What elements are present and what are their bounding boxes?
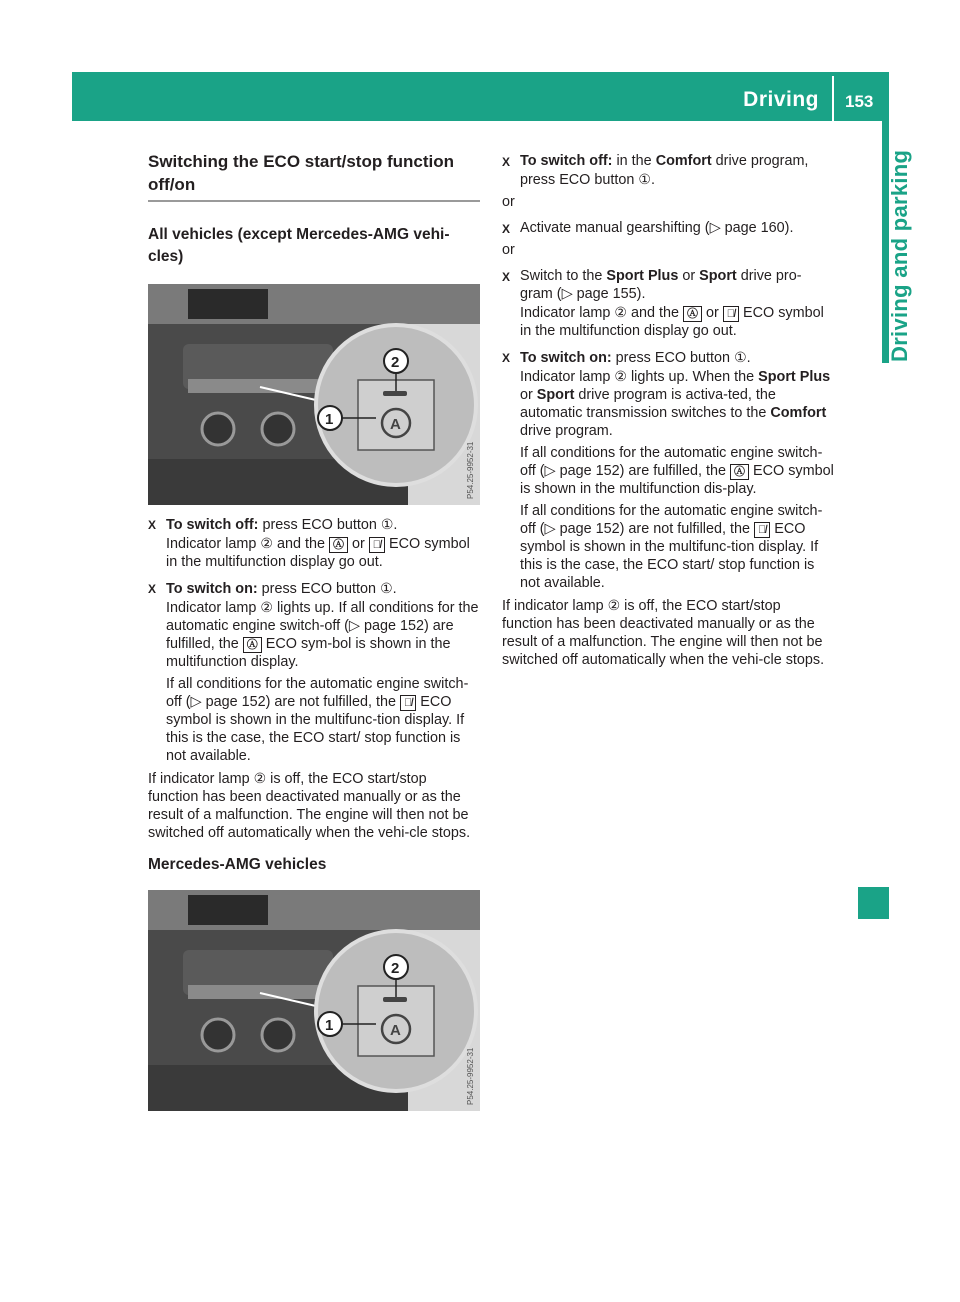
or-text: or [502,194,515,210]
callout-2-icon: ② [614,368,627,384]
section-title: Driving [743,88,819,111]
indicator-paragraph: If indicator lamp ② is off, the ECO start/stop function has been deactivated manually or as the result of a malfunction. The engine will then not be switched off automatically when the vehi-cle stops. [502,597,825,668]
svg-text:1: 1 [325,1017,334,1034]
eco-icon: Ⓐ [243,637,262,653]
page-number: 153 [845,92,874,111]
svg-text:2: 2 [391,354,400,371]
callout-2-icon: ② [614,304,627,320]
step-arrow-icon: X [148,582,157,596]
eco-off-icon: Ⓐ̸ [723,306,739,322]
step-arrow-icon: X [148,518,157,532]
dashboard-photo-2 [148,890,480,1111]
step-arrow-icon: X [502,222,511,236]
step-switch-on: X To switch on: press ECO button ①. Indicator lamp ② lights up. When the Sport Plus or Sport drive program is activa-ted, the automatic transmission switches to the Comfort drive program. If all conditions for the automatic engine switch-off (▷ page 152) are fulfilled, the Ⓐ ECO symbol is shown in the multifunction dis-play. If all conditions for the automatic engine switch-off (▷ page 152) are not fulfilled, the Ⓐ̸ ECO symbol is shown in the multifunc-tion display. If this is the case, the ECO start/ stop function is not available. [502,349,834,591]
steps-left [148,515,480,842]
side-tab-marker [858,887,889,919]
callout-1-icon: ① [734,349,747,365]
heading-rule [148,200,480,202]
step-arrow-icon: X [502,270,511,284]
svg-text:1: 1 [325,411,334,428]
callout-2-icon: ② [607,597,621,613]
callout-2-icon: ② [260,535,273,551]
eco-off-icon: Ⓐ̸ [754,522,770,538]
step-switch-off: X To switch off: press ECO button ①. Indicator lamp ② and the Ⓐ or Ⓐ̸ ECO symbol in the multifunction display go out. [148,516,470,570]
indicator-paragraph: If indicator lamp ② is off, the ECO start/stop function has been deactivated manually or as the result of a malfunction. The engine will then not be switched off automatically when the vehi-cle stops. [148,770,471,841]
eco-off-icon: Ⓐ̸ [400,695,416,711]
step-arrow-icon: X [502,155,511,169]
subheading-amg: Mercedes-AMG vehicles [148,856,327,873]
svg-text:A: A [390,416,401,433]
svg-text:A: A [390,1022,401,1039]
subheading-all-vehicles: All vehicles (except Mercedes-AMG vehi-cles) [148,226,450,265]
step-manual-gearshifting: X Activate manual gearshifting (▷ page 160). [502,220,794,236]
eco-icon: Ⓐ [329,537,348,553]
eco-icon: Ⓐ [730,464,749,480]
callout-1-icon: ① [380,516,394,532]
callout-1-icon: ① [638,171,651,187]
step-sport-plus: X Switch to the Sport Plus or Sport drive pro-gram (▷ page 155). Indicator lamp ② and the Ⓐ or Ⓐ̸ ECO symbol in the multifunction display go out. [502,268,824,339]
or-text: or [502,242,515,258]
header-divider [832,76,834,121]
side-tab-label: Driving and parking [887,149,912,362]
svg-text:2: 2 [391,960,400,977]
image-code: P54.25-9952-31 [466,441,475,499]
step-arrow-icon: X [502,351,511,365]
image-code: P54.25-9952-31 [466,1047,475,1105]
dashboard-photo-1 [148,284,480,505]
section-heading: Switching the ECO start/stop function off/on [148,152,454,194]
step-switch-on: X To switch on: press ECO button ①. Indicator lamp ② lights up. If all conditions for the automatic engine switch-off (▷ page 152) are fulfilled, the Ⓐ ECO sym-bol is shown in the multifunction display. If all conditions for the automatic engine switch-off (▷ page 152) are not fulfilled, the Ⓐ̸ ECO symbol is shown in the multifunc-tion display. If this is the case, the ECO start/ stop function is not available. [148,580,479,764]
step-switch-off: X To switch off: in the Comfort drive program, press ECO button ①. [502,153,809,188]
eco-off-icon: Ⓐ̸ [369,537,385,553]
callout-1-icon: ① [380,580,393,596]
callout-2-icon: ② [260,599,273,615]
callout-2-icon: ② [253,770,267,786]
left-column [148,150,480,1111]
right-column [502,152,834,669]
eco-icon: Ⓐ [683,306,702,322]
